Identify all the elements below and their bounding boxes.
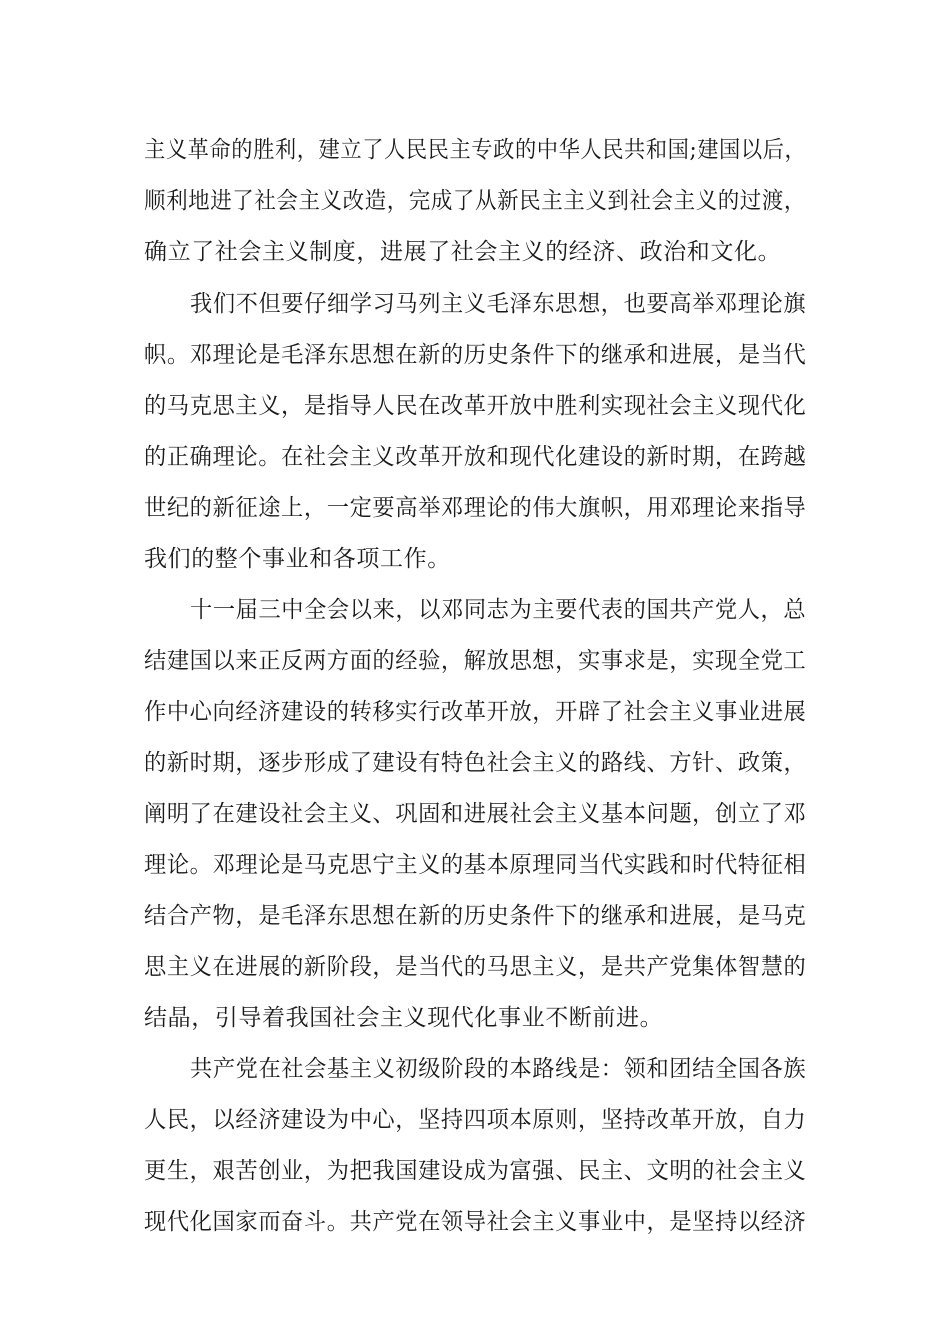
text-line: 更生，艰苦创业，为把我国建设成为富强、民主、文明的社会主义 [144, 1158, 807, 1184]
text-line: 结建国以来正反两方面的经验，解放思想，实事求是，实现全党工 [144, 648, 807, 674]
text-line: 帜。邓理论是毛泽东思想在新的历史条件下的继承和进展，是当代 [144, 342, 807, 368]
text-line: 阐明了在建设社会主义、巩固和进展社会主义基本问题，创立了邓 [144, 801, 807, 827]
text-line: 理论。邓理论是马克思宁主义的基本原理同当代实践和时代特征相 [144, 852, 807, 878]
text-line: 结晶，引导着我国社会主义现代化事业不断前进。 [144, 1005, 664, 1031]
text-line: 的正确理论。在社会主义改革开放和现代化建设的新时期，在跨越 [144, 444, 807, 470]
text-line: 十一届三中全会以来，以邓同志为主要代表的国共产党人，总 [190, 597, 807, 623]
text-line: 的新时期，逐步形成了建设有特色社会主义的路线、方针、政策， [144, 750, 807, 776]
text-line: 确立了社会主义制度，进展了社会主义的经济、政治和文化。 [144, 239, 782, 265]
text-line: 人民，以经济建设为中心，坚持四项本原则，坚持改革开放，自力 [144, 1107, 807, 1133]
text-line: 我们不但要仔细学习马列主义毛泽东思想，也要高举邓理论旗 [190, 291, 807, 317]
text-line: 共产党在社会基主义初级阶段的本路线是：领和团结全国各族 [190, 1056, 807, 1082]
text-line: 结合产物，是毛泽东思想在新的历史条件下的继承和进展，是马克 [144, 903, 807, 929]
text-line: 顺利地进了社会主义改造，完成了从新民主主义到社会主义的过渡， [144, 188, 806, 214]
text-line: 我们的整个事业和各项工作。 [144, 546, 451, 572]
text-line: 现代化国家而奋斗。共产党在领导社会主义事业中，是坚持以经济 [144, 1209, 807, 1235]
text-line: 思主义在进展的新阶段，是当代的马思主义，是共产党集体智慧的 [144, 954, 807, 980]
text-line: 的马克思主义，是指导人民在改革开放中胜利实现社会主义现代化 [144, 393, 807, 419]
text-line: 主义革命的胜利，建立了人民民主专政的中华人民共和国;建国以后， [144, 137, 807, 163]
text-line: 世纪的新征途上，一定要高举邓理论的伟大旗帜，用邓理论来指导 [144, 495, 807, 521]
text-line: 作中心向经济建设的转移实行改革开放，开辟了社会主义事业进展 [144, 699, 807, 725]
